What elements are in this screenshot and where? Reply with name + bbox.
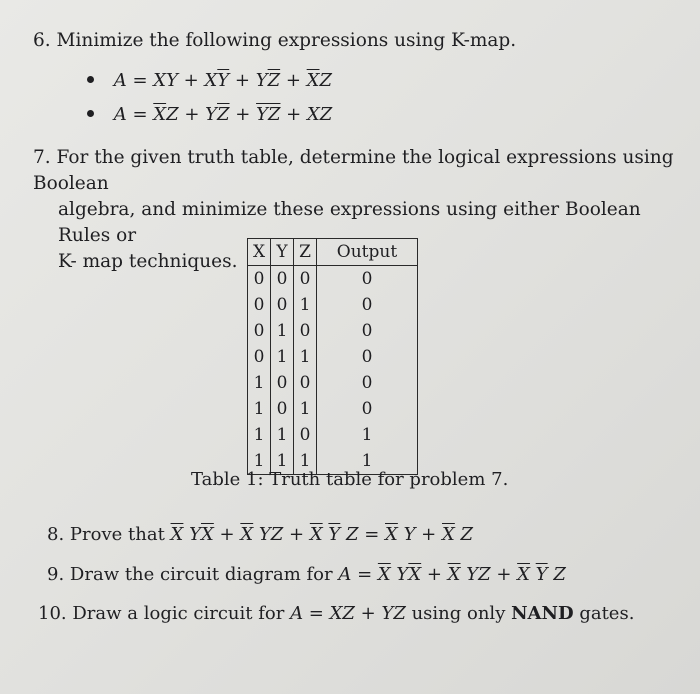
cell: 0 bbox=[271, 292, 294, 318]
cell: 0 bbox=[317, 370, 418, 396]
bullet-icon bbox=[87, 110, 94, 117]
cell: 0 bbox=[317, 344, 418, 370]
question-line-2: algebra, and minimize these expressions using either Boolean Rules or bbox=[58, 199, 641, 246]
question-text: Minimize the following expressions using K-map. bbox=[56, 30, 517, 51]
header-y: Y bbox=[271, 239, 294, 266]
cell: 0 bbox=[294, 422, 317, 448]
cell: 0 bbox=[317, 266, 418, 293]
question-text-post: gates. bbox=[579, 603, 635, 624]
bullet-icon bbox=[87, 76, 94, 83]
bullet-expression-1 bbox=[87, 70, 332, 91]
question-10 bbox=[38, 601, 634, 627]
expression: A = XZ + YZ bbox=[290, 603, 406, 624]
question-number: 9. bbox=[47, 564, 65, 585]
question-9 bbox=[47, 562, 566, 588]
question-line-3: K- map techniques. bbox=[58, 251, 238, 272]
question-line-1: For the given truth table, determine the logical expressions using Boolean bbox=[33, 147, 674, 194]
cell: 0 bbox=[317, 318, 418, 344]
cell: 1 bbox=[248, 422, 271, 448]
header-x: X bbox=[248, 239, 271, 266]
table-caption: Table 1: Truth table for problem 7. bbox=[191, 469, 509, 490]
table-header-row bbox=[248, 239, 418, 266]
cell: 1 bbox=[271, 344, 294, 370]
question-number: 8. bbox=[47, 524, 65, 545]
table-row bbox=[248, 422, 418, 448]
cell: 1 bbox=[294, 448, 317, 475]
expression: A = XY + $X\overline{Y} + Y\overline{Z} + \overline{X}Z$ bbox=[113, 70, 332, 91]
table-row bbox=[248, 396, 418, 422]
table-row bbox=[248, 318, 418, 344]
cell: 1 bbox=[271, 422, 294, 448]
expression: $A = \overline{X}$ $Y\overline{X} + \overline{X}$ YZ + $\overline{X}$ $\overline{Y}$ Z bbox=[338, 564, 566, 585]
expression: $\overline{X}$ $Y\overline{X} + \overline{X}$ YZ + $\overline{X}$ $\overline{Y}$ $Z = \overline{X}$ $Y + \overline{X}$ Z bbox=[170, 524, 474, 545]
cell: 1 bbox=[248, 370, 271, 396]
cell: 0 bbox=[294, 318, 317, 344]
question-text: Draw a logic circuit for bbox=[72, 603, 285, 624]
question-text-mid: using only bbox=[411, 603, 506, 624]
header-z: Z bbox=[294, 239, 317, 266]
cell: 0 bbox=[271, 266, 294, 293]
table-row bbox=[248, 370, 418, 396]
question-number: 7. bbox=[33, 147, 51, 168]
bullet-expression-2 bbox=[87, 104, 332, 125]
expression: $A = \overline{X}Z + Y\overline{Z} + \overline{YZ}$ + XZ bbox=[113, 104, 333, 125]
cell: 0 bbox=[317, 292, 418, 318]
cell: 0 bbox=[248, 318, 271, 344]
nand-keyword: NAND bbox=[511, 603, 574, 624]
question-number: 10. bbox=[38, 603, 67, 624]
cell: 0 bbox=[248, 344, 271, 370]
header-output: Output bbox=[317, 239, 418, 266]
cell: 1 bbox=[271, 318, 294, 344]
question-number: 6. bbox=[33, 30, 51, 51]
cell: 1 bbox=[294, 344, 317, 370]
cell: 0 bbox=[248, 292, 271, 318]
question-text: Prove that bbox=[69, 524, 165, 545]
question-6 bbox=[33, 28, 516, 54]
table-row bbox=[248, 292, 418, 318]
cell: 1 bbox=[271, 448, 294, 475]
cell: 0 bbox=[294, 266, 317, 293]
table-row bbox=[248, 266, 418, 293]
cell: 1 bbox=[248, 448, 271, 475]
cell: 0 bbox=[317, 396, 418, 422]
table-row bbox=[248, 344, 418, 370]
cell: 0 bbox=[294, 370, 317, 396]
cell: 1 bbox=[294, 292, 317, 318]
question-text: Draw the circuit diagram for bbox=[69, 564, 333, 585]
cell: 1 bbox=[294, 396, 317, 422]
question-8 bbox=[47, 522, 473, 548]
cell: 0 bbox=[271, 396, 294, 422]
cell: 0 bbox=[271, 370, 294, 396]
truth-table bbox=[247, 238, 418, 475]
cell: 0 bbox=[248, 266, 271, 293]
cell: 1 bbox=[317, 448, 418, 475]
cell: 1 bbox=[317, 422, 418, 448]
cell: 1 bbox=[248, 396, 271, 422]
